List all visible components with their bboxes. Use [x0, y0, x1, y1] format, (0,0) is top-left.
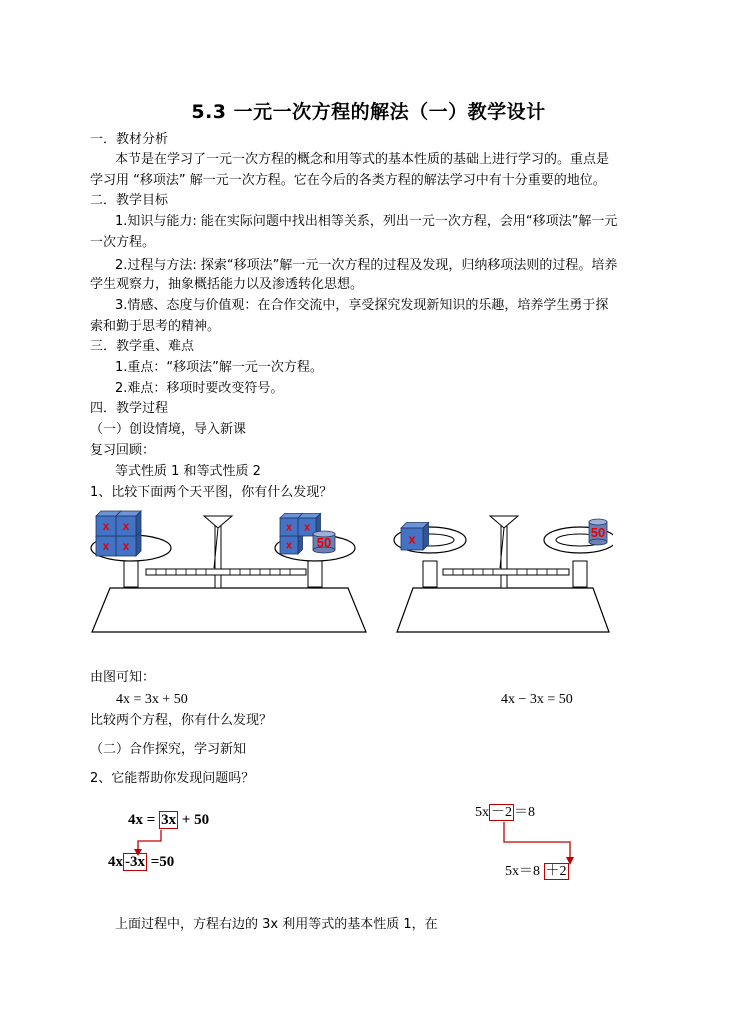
paragraph-line: 2.难点：移项时要改变符号。: [115, 381, 284, 396]
cube-mark: x: [102, 539, 110, 553]
scale-post: [501, 526, 507, 588]
paragraph-line: 比较两个方程，你有什么发现？: [90, 713, 273, 728]
paragraph-line: 一次方程。: [90, 235, 156, 250]
section-heading-1: 一．教材分析: [90, 132, 169, 147]
subsection-heading: （一）创设情境，导入新课: [90, 422, 247, 437]
weight-label: 50: [590, 525, 606, 540]
section-heading-2: 二．教学目标: [90, 193, 169, 208]
cube-mark: x: [285, 521, 293, 534]
diagram-eq4: 5x＝8 ＋2: [505, 864, 567, 879]
paragraph-line: 复习回顾：: [90, 443, 156, 458]
diagram-eq3: 5x －2 ＝8: [475, 805, 535, 820]
cube-mark: x: [285, 539, 293, 552]
balance-scale-figure-2: [393, 506, 613, 642]
cube-mark: x: [408, 531, 416, 547]
paragraph-line: 索和勤于思考的精神。: [90, 319, 221, 334]
equation-right: 4x − 3x = 50: [501, 692, 573, 707]
scale-pointer: [490, 516, 518, 528]
cube-mark: x: [102, 519, 110, 533]
cube-mark: x: [303, 521, 311, 534]
paragraph-line: 学生观察力，抽象概括能力以及渗透转化思想。: [90, 277, 364, 292]
cube: [116, 511, 141, 536]
paragraph-line: 等式性质 1 和等式性质 2: [115, 464, 261, 479]
weight: [589, 519, 607, 545]
page-title: 5.3 一元一次方程的解法（一）教学设计: [191, 101, 546, 123]
paragraph-line: 3.情感、态度与价值观：在合作交流中，享受探究发现新知识的乐趣，培养学生勇于探: [115, 298, 609, 313]
highlight-box: 3x: [161, 812, 177, 828]
scale-beam: [443, 569, 569, 575]
subsection-heading: （二）合作探究，学习新知: [90, 742, 247, 757]
highlight-box: -3x: [125, 854, 145, 870]
cube-mark: x: [122, 539, 130, 553]
highlight-box: ＋2: [545, 864, 567, 879]
paragraph-line: 上面过程中，方程右边的 3x 利用等式的基本性质 1，在: [115, 917, 438, 932]
weight-label: 50: [316, 535, 332, 550]
weight: [313, 531, 335, 553]
paragraph-line: 由图可知：: [90, 670, 156, 685]
paragraph-line: 1.重点：“移项法”解一元一次方程。: [115, 360, 323, 375]
cube-single-left: [401, 523, 429, 551]
paragraph-line: 本节是在学习了一元一次方程的概念和用等式的基本性质的基础上进行学习的。重点是: [115, 152, 610, 167]
balance-scale-figure-1: [86, 506, 372, 642]
scale-base: [92, 588, 366, 632]
section-heading-3: 三．教学重、难点: [90, 339, 195, 354]
scale-pointer: [204, 516, 232, 528]
question-2: 2、它能帮助你发现问题吗？: [90, 771, 255, 786]
scale-post: [215, 526, 221, 588]
paragraph-line: 1.知识与能力: 能在实际问题中找出相等关系，列出一元一次方程，会用“移项法”解一元: [115, 214, 618, 229]
diagram-eq2: 4x -3x =50: [108, 854, 175, 870]
paragraph-line: 2.过程与方法: 探索“移项法”解一元一次方程的过程及发现，归纳移项法则的过程。培养: [115, 258, 618, 273]
question-1: 1、比较下面两个天平图，你有什么发现？: [90, 485, 333, 500]
equation-left: 4x = 3x + 50: [116, 692, 188, 707]
scale-beam: [146, 569, 306, 575]
transpose-arrow-2: [492, 820, 582, 866]
scale-base: [397, 588, 609, 632]
paragraph-line: 学习用 “移项法” 解一元一次方程。它在今后的各类方程的解法学习中有十分重要的地位。: [90, 173, 606, 188]
section-heading-4: 四．教学过程: [90, 401, 169, 416]
highlight-box: －2: [491, 805, 512, 820]
cube-stack-left: [96, 511, 141, 556]
cube: [401, 523, 429, 551]
diagram-eq1: 4x = 3x + 50: [128, 812, 210, 828]
cube-mark: x: [122, 519, 130, 533]
weight-right: [589, 519, 607, 545]
